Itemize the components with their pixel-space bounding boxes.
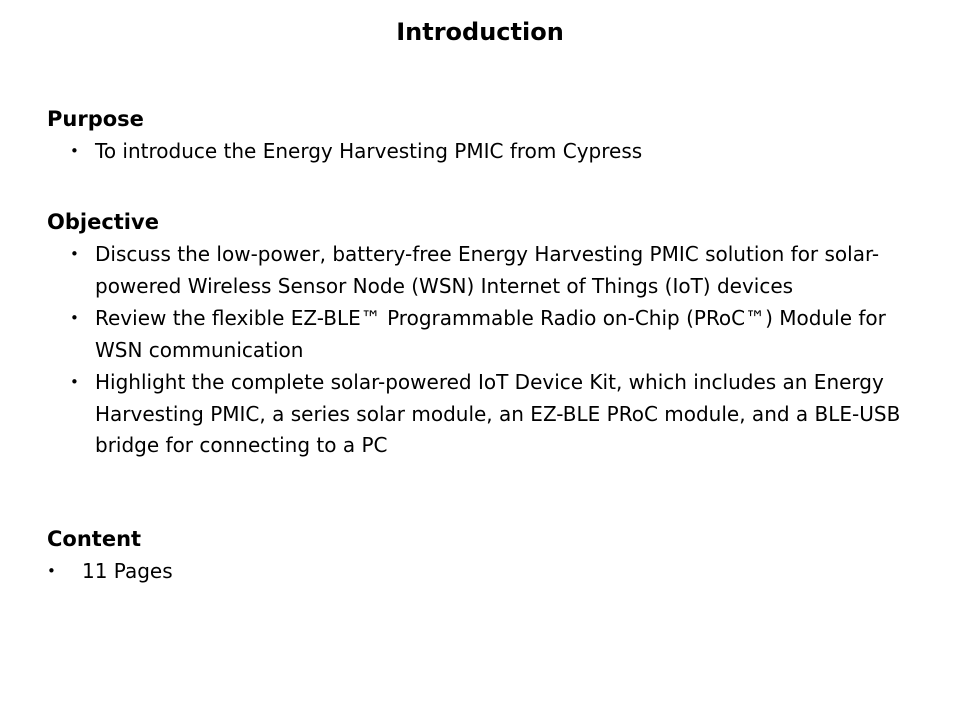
objective-list <box>47 239 927 462</box>
bullet-icon: • <box>70 309 79 327</box>
list-item <box>47 136 927 167</box>
list-item-text: To introduce the Energy Harvesting PMIC from Cypress <box>95 139 643 163</box>
section-objective <box>47 208 927 462</box>
list-item <box>47 303 927 366</box>
section-heading-objective: Objective <box>47 210 159 234</box>
list-item-text: Review the flexible EZ-BLE™ Programmable Radio on-Chip (PRoC™) Module for WSN communication <box>95 306 886 362</box>
list-item-text: Highlight the complete solar-powered IoT Device Kit, which includes an Energy Harvesting PMIC, a series solar module, an EZ-BLE PRoC module, and a BLE-USB bridge for connecting to a PC <box>95 370 901 457</box>
slide-title: Introduction <box>396 18 564 46</box>
section-purpose <box>47 105 927 167</box>
list-item <box>47 239 927 302</box>
list-item <box>47 367 927 462</box>
section-heading-purpose: Purpose <box>47 107 144 131</box>
bullet-icon: • <box>70 245 79 263</box>
bullet-icon: • <box>70 373 79 391</box>
bullet-icon: • <box>47 562 56 580</box>
purpose-list <box>47 136 927 167</box>
list-item-text: 11 Pages <box>82 559 173 583</box>
list-item <box>47 556 927 587</box>
section-heading-content: Content <box>47 527 142 551</box>
section-content <box>47 525 927 587</box>
content-list <box>47 556 927 587</box>
list-item-text: Discuss the low-power, battery-free Energy Harvesting PMIC solution for solar-powered Wireless Sensor Node (WSN) Internet of Things (IoT) devices <box>95 242 880 298</box>
bullet-icon: • <box>70 142 79 160</box>
